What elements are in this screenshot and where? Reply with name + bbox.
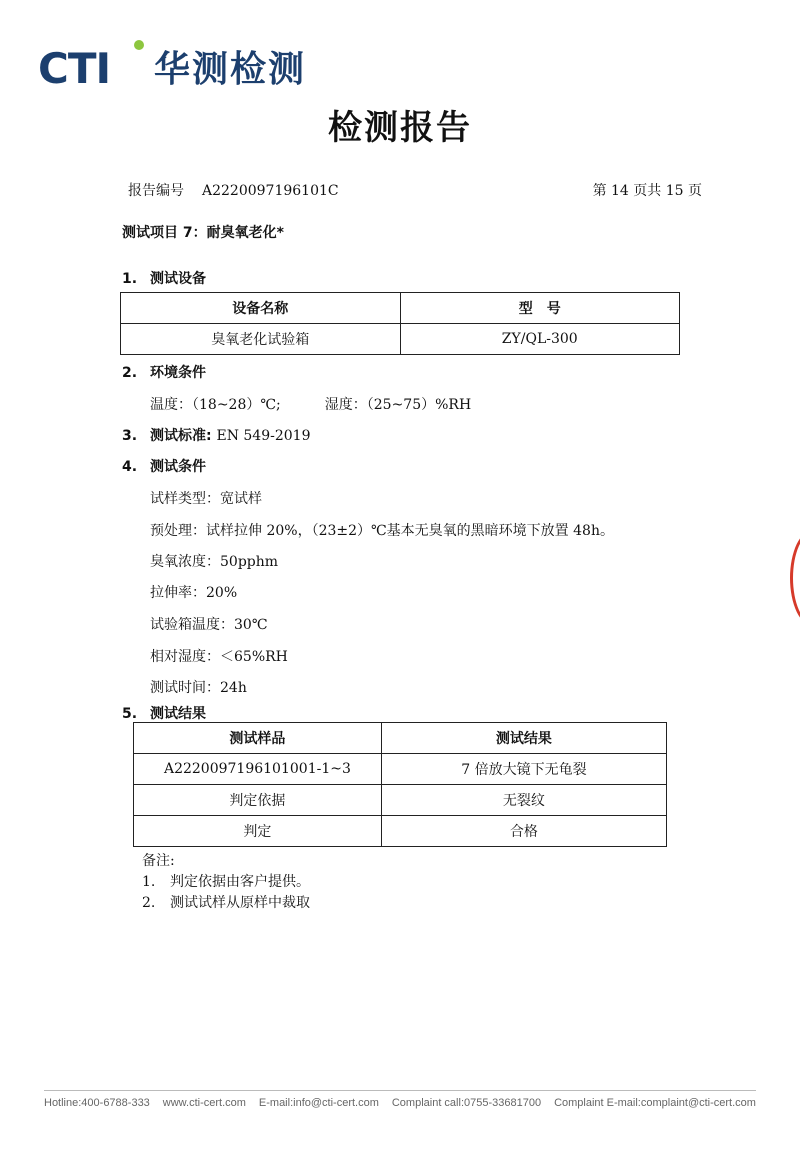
page-info: 第 14 页共 15 页 xyxy=(592,183,702,199)
note-number: 2. xyxy=(142,895,156,911)
test-item-title: 测试项目 7：耐臭氧老化* xyxy=(122,225,284,241)
condition-line: 试样类型：宽试样 xyxy=(150,491,262,507)
section-title: 环境条件 xyxy=(150,365,206,381)
report-number xyxy=(128,180,339,200)
notes-title: 备注: xyxy=(142,853,175,869)
table-header-cell: 型 号 xyxy=(400,293,680,324)
condition-line: 臭氧浓度：50pphm xyxy=(150,554,279,570)
condition-line: 预处理：试样拉伸 20%，（23±2）℃基本无臭氧的黑暗环境下放置 48h。 xyxy=(150,523,614,539)
equipment-table xyxy=(120,292,680,355)
temperature-text: 温度：（18~28）℃; xyxy=(150,397,281,413)
standard-value: EN 549-2019 xyxy=(216,428,311,444)
table-row xyxy=(134,754,667,785)
logo-dot-icon xyxy=(134,40,144,50)
footer-divider xyxy=(44,1090,756,1091)
section-equipment xyxy=(122,268,206,288)
condition-line: 相对湿度：＜65%RH xyxy=(150,649,288,665)
table-cell: 臭氧老化试验箱 xyxy=(121,324,401,355)
note-text: 测试试样从原样中裁取 xyxy=(170,895,310,911)
table-row xyxy=(121,324,680,355)
condition-line: 试验箱温度：30℃ xyxy=(150,617,268,633)
section-number: 3. xyxy=(122,428,138,444)
environment-line xyxy=(150,394,471,414)
section-title: 测试标准: xyxy=(150,428,212,444)
seal-stamp xyxy=(790,530,800,626)
footer-complaint-email: Complaint E-mail:complaint@cti-cert.com xyxy=(554,1097,756,1109)
table-row xyxy=(134,816,667,847)
section-number: 2. xyxy=(122,365,138,381)
section-number: 1. xyxy=(122,271,138,287)
table-header-cell: 测试结果 xyxy=(381,723,666,754)
humidity-text: 湿度：（25~75）%RH xyxy=(324,397,472,413)
note-item xyxy=(142,871,310,891)
section-number: 5. xyxy=(122,706,138,722)
table-header-cell: 设备名称 xyxy=(121,293,401,324)
cti-logo xyxy=(38,40,308,96)
note-item xyxy=(142,892,310,912)
section-results xyxy=(122,703,206,723)
logo-name-cn: 华测检测 xyxy=(154,49,307,90)
note-text: 判定依据由客户提供。 xyxy=(170,874,310,890)
table-header-cell: 测试样品 xyxy=(134,723,382,754)
condition-line: 拉伸率：20% xyxy=(150,585,238,601)
section-title: 测试设备 xyxy=(150,271,206,287)
section-conditions xyxy=(122,456,206,476)
footer-complaint-call: Complaint call:0755-33681700 xyxy=(391,1097,542,1109)
footer-website: www.cti-cert.com xyxy=(162,1097,246,1109)
footer-email: E-mail:info@cti-cert.com xyxy=(258,1097,379,1109)
section-number: 4. xyxy=(122,459,138,475)
footer-hotline: Hotline:400-6788-333 xyxy=(44,1097,150,1109)
section-environment xyxy=(122,362,206,382)
table-cell: 7 倍放大镜下无龟裂 xyxy=(381,754,666,785)
report-number-label: 报告编号 xyxy=(128,183,184,199)
table-cell: 判定 xyxy=(134,816,382,847)
table-header-row xyxy=(121,293,680,324)
footer xyxy=(44,1097,756,1109)
table-row xyxy=(134,785,667,816)
section-title: 测试结果 xyxy=(150,706,206,722)
section-standard xyxy=(122,425,311,445)
logo-brand: CTI xyxy=(38,44,111,93)
note-number: 1. xyxy=(142,874,156,890)
table-header-row xyxy=(134,723,667,754)
table-cell: 无裂纹 xyxy=(381,785,666,816)
condition-line: 测试时间：24h xyxy=(150,680,247,696)
results-table xyxy=(133,722,667,847)
table-cell: 合格 xyxy=(381,816,666,847)
table-cell: ZY/QL-300 xyxy=(400,324,680,355)
table-cell: 判定依据 xyxy=(134,785,382,816)
report-number-value: A2220097196101C xyxy=(202,183,339,199)
report-title: 检测报告 xyxy=(328,108,472,148)
table-cell: A2220097196101001-1~3 xyxy=(134,754,382,785)
section-title: 测试条件 xyxy=(150,459,206,475)
